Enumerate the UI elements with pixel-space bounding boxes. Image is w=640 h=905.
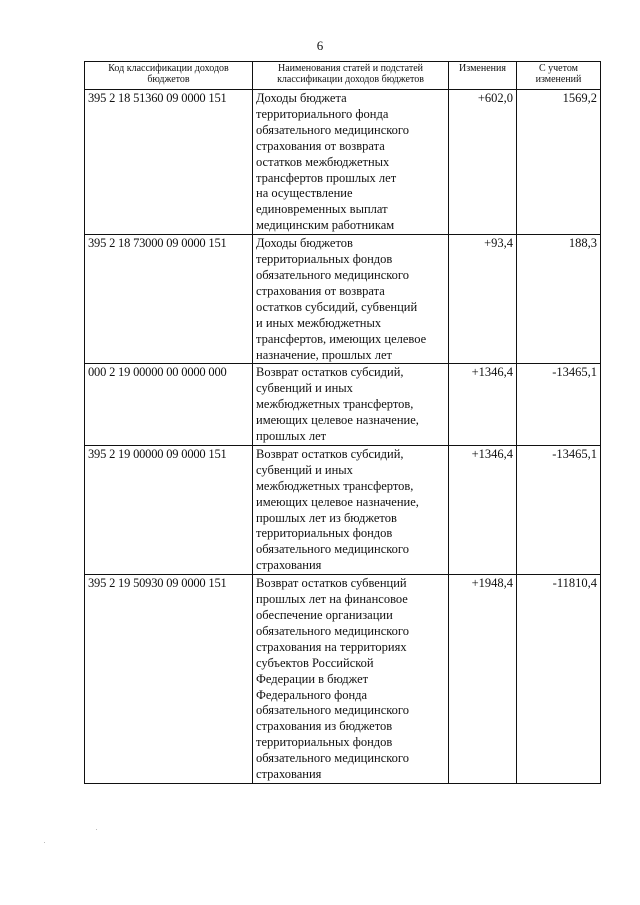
cell-code: 000 2 19 00000 00 0000 000: [85, 364, 253, 446]
header-code: Код классификации доходов бюджетов: [85, 62, 253, 90]
table-header-row: [85, 62, 601, 90]
cell-name-line: субвенций и иных: [256, 462, 353, 477]
cell-name: [253, 90, 449, 235]
cell-name-line: межбюджетных трансфертов,: [256, 397, 414, 412]
table-row: [85, 445, 601, 574]
cell-name-line: единовременных выплат: [256, 202, 388, 217]
cell-code: 395 2 19 00000 09 0000 151: [85, 445, 253, 574]
cell-name-line: трансфертов, имеющих целевое: [256, 331, 427, 346]
cell-name-line: страхования от возврата: [256, 138, 385, 153]
cell-name-line: страхования от возврата: [256, 283, 385, 298]
cell-change: +93,4: [449, 235, 517, 364]
budget-revenue-table: [84, 61, 601, 784]
cell-name-line: субвенций и иных: [256, 381, 353, 396]
cell-name-line: территориального фонда: [256, 106, 389, 121]
table-body: [85, 90, 601, 784]
cell-name-line: страхования из бюджетов: [256, 719, 393, 734]
table-row: [85, 364, 601, 446]
cell-name-line: прошлых лет из бюджетов: [256, 510, 397, 525]
cell-name-line: обязательного медицинского: [256, 542, 410, 557]
cell-name-line: прошлых лет: [256, 429, 327, 444]
cell-name-line: Возврат остатков субвенций: [256, 576, 407, 591]
cell-code: 395 2 18 73000 09 0000 151: [85, 235, 253, 364]
scan-speck: [96, 829, 97, 830]
header-total: С учетом изменений: [517, 62, 601, 90]
scan-speck: [44, 842, 45, 843]
cell-name-line: остатков межбюджетных: [256, 154, 390, 169]
cell-name-line: назначение, прошлых лет: [256, 347, 392, 362]
cell-name-line: Доходы бюджета: [256, 91, 347, 105]
cell-code: 395 2 19 50930 09 0000 151: [85, 575, 253, 784]
table-row: [85, 575, 601, 784]
cell-name-line: Федерального фонда: [256, 687, 368, 702]
cell-name-line: страхования: [256, 558, 322, 573]
cell-name-line: медицинским работникам: [256, 218, 395, 233]
cell-name-line: прошлых лет на финансовое: [256, 592, 408, 607]
cell-total: 1569,2: [517, 90, 601, 235]
cell-name-line: Доходы бюджетов: [256, 236, 353, 251]
cell-name-line: обязательного медицинского: [256, 703, 410, 718]
cell-name-line: имеющих целевое назначение,: [256, 494, 419, 509]
cell-name: [253, 445, 449, 574]
cell-name-line: обязательного медицинского: [256, 267, 410, 282]
cell-name-line: обязательного медицинского: [256, 122, 410, 137]
page-number: 6: [316, 38, 324, 53]
cell-name: [253, 364, 449, 446]
cell-name-line: межбюджетных трансфертов,: [256, 478, 414, 493]
cell-total: 188,3: [517, 235, 601, 364]
cell-total: -11810,4: [517, 575, 601, 784]
cell-name: [253, 575, 449, 784]
cell-name-line: обязательного медицинского: [256, 751, 410, 766]
cell-name-line: Возврат остатков субсидий,: [256, 446, 404, 461]
cell-name-line: субъектов Российской: [256, 655, 374, 670]
cell-change: +1948,4: [449, 575, 517, 784]
cell-change: +602,0: [449, 90, 517, 235]
header-change: Изменения: [449, 62, 517, 90]
header-name: Наименования статей и подстатей классификации доходов бюджетов: [253, 62, 449, 90]
cell-name-line: территориальных фондов: [256, 526, 393, 541]
cell-name-line: территориальных фондов: [256, 735, 393, 750]
cell-name-line: остатков субсидий, субвенций: [256, 299, 418, 314]
cell-name-line: обеспечение организации: [256, 608, 393, 622]
cell-name-line: страхования на территориях: [256, 639, 407, 654]
cell-name-line: на осуществление: [256, 186, 353, 201]
cell-name-line: территориальных фондов: [256, 252, 393, 267]
cell-change: +1346,4: [449, 445, 517, 574]
cell-name-line: страхования: [256, 767, 322, 782]
cell-total: -13465,1: [517, 364, 601, 446]
table-row: [85, 90, 601, 235]
cell-name-line: обязательного медицинского: [256, 623, 410, 638]
table-row: [85, 235, 601, 364]
cell-name-line: Федерации в бюджет: [256, 671, 369, 686]
cell-name-line: имеющих целевое назначение,: [256, 413, 419, 428]
cell-name-line: трансфертов прошлых лет: [256, 170, 397, 185]
cell-name-line: и иных межбюджетных: [256, 315, 382, 330]
cell-name: [253, 235, 449, 364]
cell-change: +1346,4: [449, 364, 517, 446]
cell-code: 395 2 18 51360 09 0000 151: [85, 90, 253, 235]
cell-total: -13465,1: [517, 445, 601, 574]
cell-name-line: Возврат остатков субсидий,: [256, 365, 404, 380]
